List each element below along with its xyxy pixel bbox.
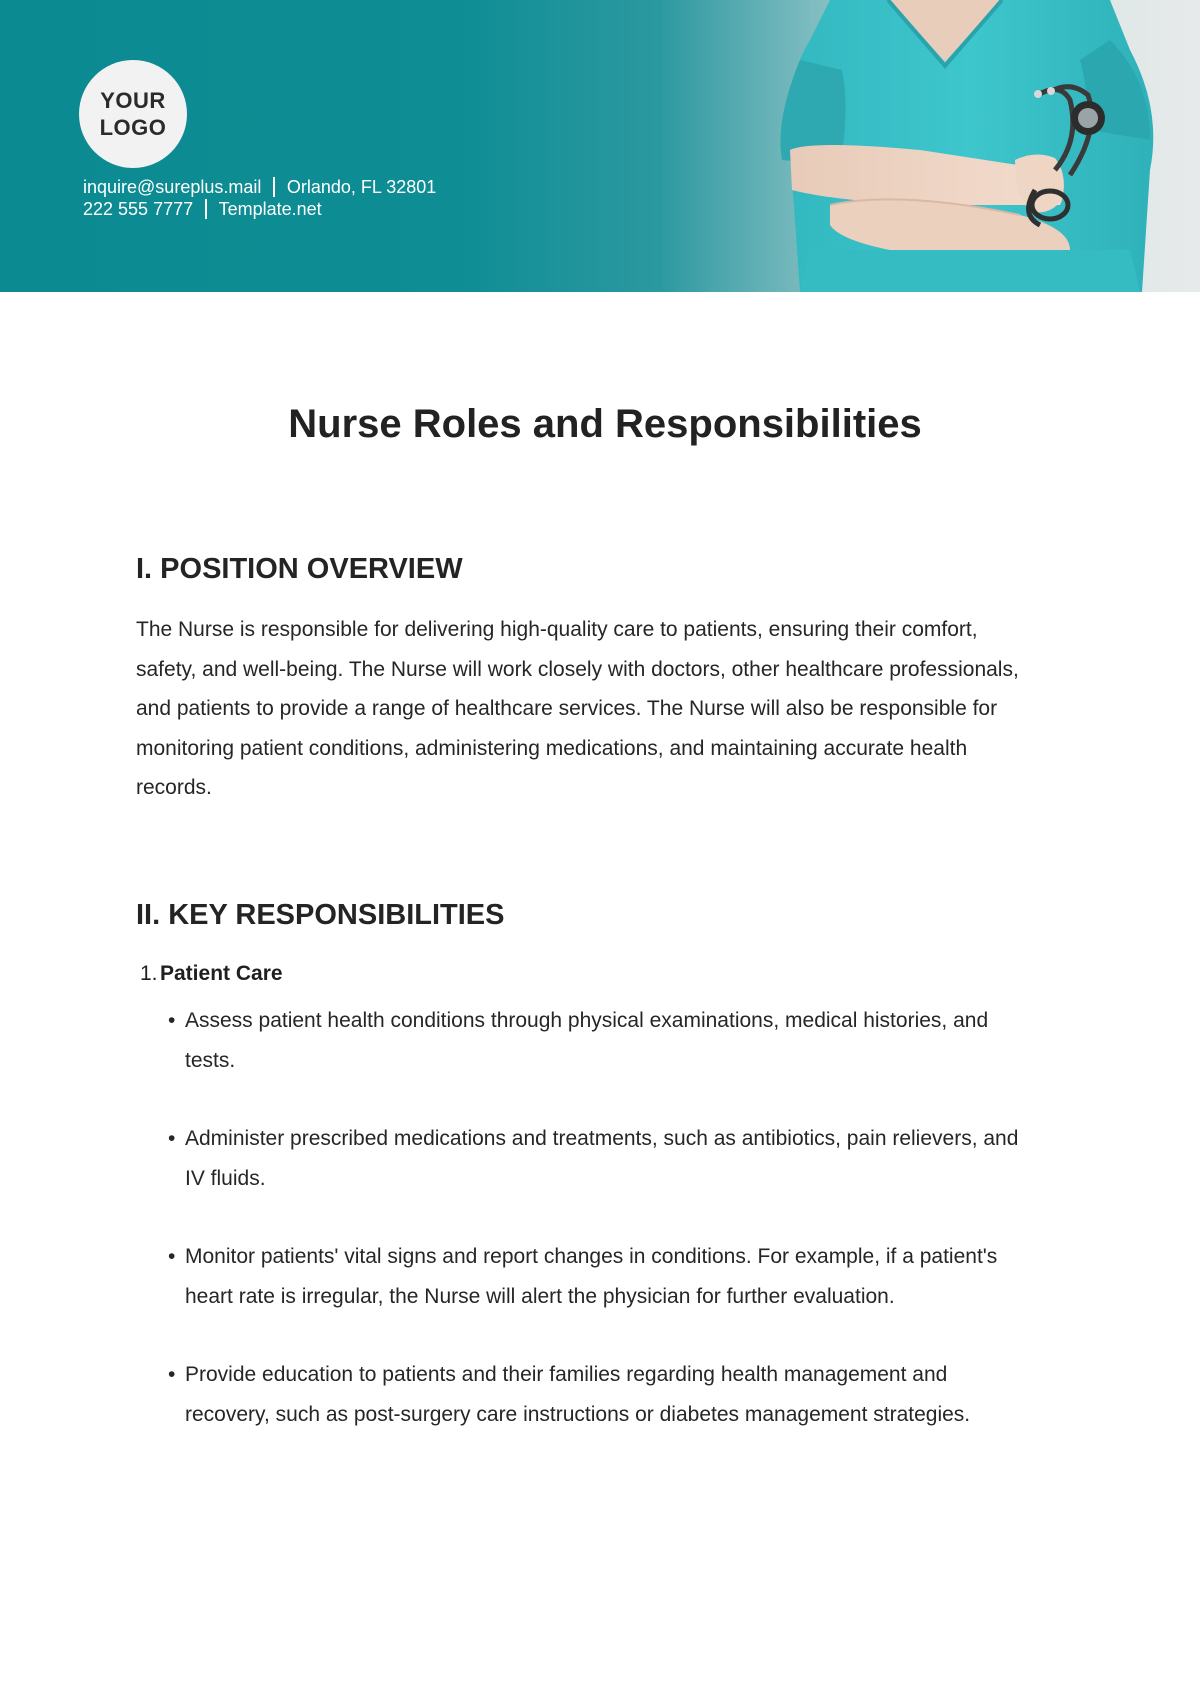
contact-row-2 bbox=[83, 198, 436, 220]
contact-divider bbox=[273, 177, 275, 197]
contact-phone: 222 555 7777 bbox=[83, 199, 194, 219]
list-title-text: Patient Care bbox=[160, 962, 283, 985]
logo-text-line2: LOGO bbox=[99, 115, 167, 140]
logo-text-line1: YOUR bbox=[100, 88, 166, 113]
contact-address: Orlando, FL 32801 bbox=[286, 177, 437, 197]
document-title: Nurse Roles and Responsibilities bbox=[288, 402, 922, 446]
patient-care-bullet-list bbox=[168, 1001, 1038, 1473]
nurse-photo bbox=[770, 0, 1200, 292]
bullet-item: • Assess patient health conditions through physical examinations, medical histories, and tests. bbox=[168, 1001, 1025, 1080]
contact-email: inquire@sureplus.mail bbox=[83, 177, 262, 197]
header-banner bbox=[0, 0, 1200, 292]
bullet-item: • Provide education to patients and their families regarding health management and recovery, such as post-surgery care instructions or diabetes management strategies. bbox=[168, 1355, 1025, 1434]
bullet-item: • Monitor patients' vital signs and report changes in conditions. For example, if a patient's heart rate is irregular, the Nurse will alert the physician for further evaluation. bbox=[168, 1237, 1025, 1316]
contact-info bbox=[83, 176, 436, 220]
contact-website: Template.net bbox=[218, 199, 322, 219]
contact-divider bbox=[205, 199, 207, 219]
company-logo bbox=[79, 60, 187, 168]
section-heading-overview: I. POSITION OVERVIEW bbox=[136, 553, 463, 585]
contact-row-1 bbox=[83, 176, 436, 198]
responsibility-group-title bbox=[140, 959, 283, 989]
list-number: 1. bbox=[140, 962, 158, 985]
overview-paragraph: The Nurse is responsible for delivering high-quality care to patients, ensuring their comfort, safety, and well-being. The Nurse will work closely with doctors, other healthcare professionals, and patients to provide a range of healthcare services. The Nurse will also be responsible for monitoring patient conditions, administering medications, and maintaining accurate health records. bbox=[136, 618, 1019, 799]
section-heading-responsibilities: II. KEY RESPONSIBILITIES bbox=[136, 899, 505, 931]
bullet-item: • Administer prescribed medications and treatments, such as antibiotics, pain relievers, and IV fluids. bbox=[168, 1119, 1025, 1198]
